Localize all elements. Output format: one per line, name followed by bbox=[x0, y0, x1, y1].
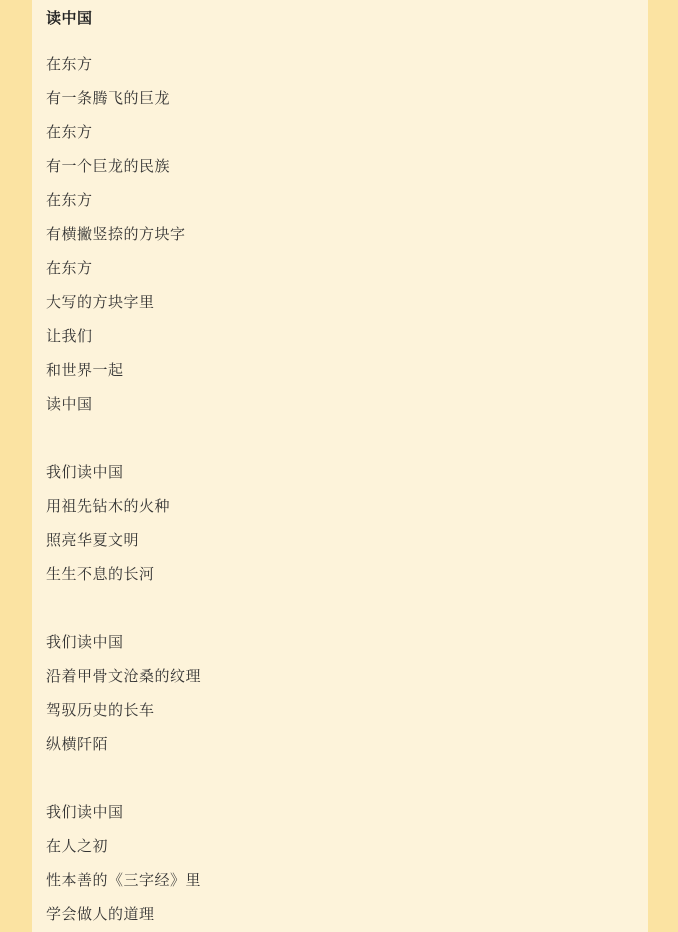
stanza bbox=[46, 794, 638, 930]
poem-line: 和世界一起 bbox=[46, 361, 124, 379]
poem-line: 在东方 bbox=[46, 259, 93, 277]
stanza bbox=[46, 624, 638, 760]
poem-line: 学会做人的道理 bbox=[46, 905, 155, 923]
stanza bbox=[46, 46, 638, 420]
poem-line: 在东方 bbox=[46, 55, 93, 73]
poem-line: 性本善的《三字经》里 bbox=[46, 871, 202, 889]
article-content bbox=[32, 0, 648, 932]
poem-line: 生生不息的长河 bbox=[46, 565, 155, 583]
title-spacer bbox=[46, 34, 638, 46]
poem-line: 读中国 bbox=[46, 395, 93, 413]
title-row bbox=[46, 0, 638, 34]
poem-line: 有一个巨龙的民族 bbox=[46, 157, 171, 175]
page-title: 读中国 bbox=[46, 9, 93, 27]
poem-body bbox=[46, 46, 638, 930]
poem-line: 照亮华夏文明 bbox=[46, 531, 140, 549]
poem-line: 在东方 bbox=[46, 123, 93, 141]
poem-line: 沿着甲骨文沧桑的纹理 bbox=[46, 667, 202, 685]
poem-line: 有一条腾飞的巨龙 bbox=[46, 89, 171, 107]
poem-line: 我们读中国 bbox=[46, 803, 124, 821]
poem-line: 大写的方块字里 bbox=[46, 293, 155, 311]
poem-line: 我们读中国 bbox=[46, 463, 124, 481]
stanza bbox=[46, 454, 638, 590]
poem-line: 在人之初 bbox=[46, 837, 109, 855]
poem-line: 让我们 bbox=[46, 327, 93, 345]
poem-line: 在东方 bbox=[46, 191, 93, 209]
poem-line: 我们读中国 bbox=[46, 633, 124, 651]
poem-line: 有横撇竖捺的方块字 bbox=[46, 225, 186, 243]
poem-line: 纵横阡陌 bbox=[46, 735, 109, 753]
poem-line: 驾驭历史的长车 bbox=[46, 701, 155, 719]
poem-line: 用祖先钻木的火种 bbox=[46, 497, 171, 515]
